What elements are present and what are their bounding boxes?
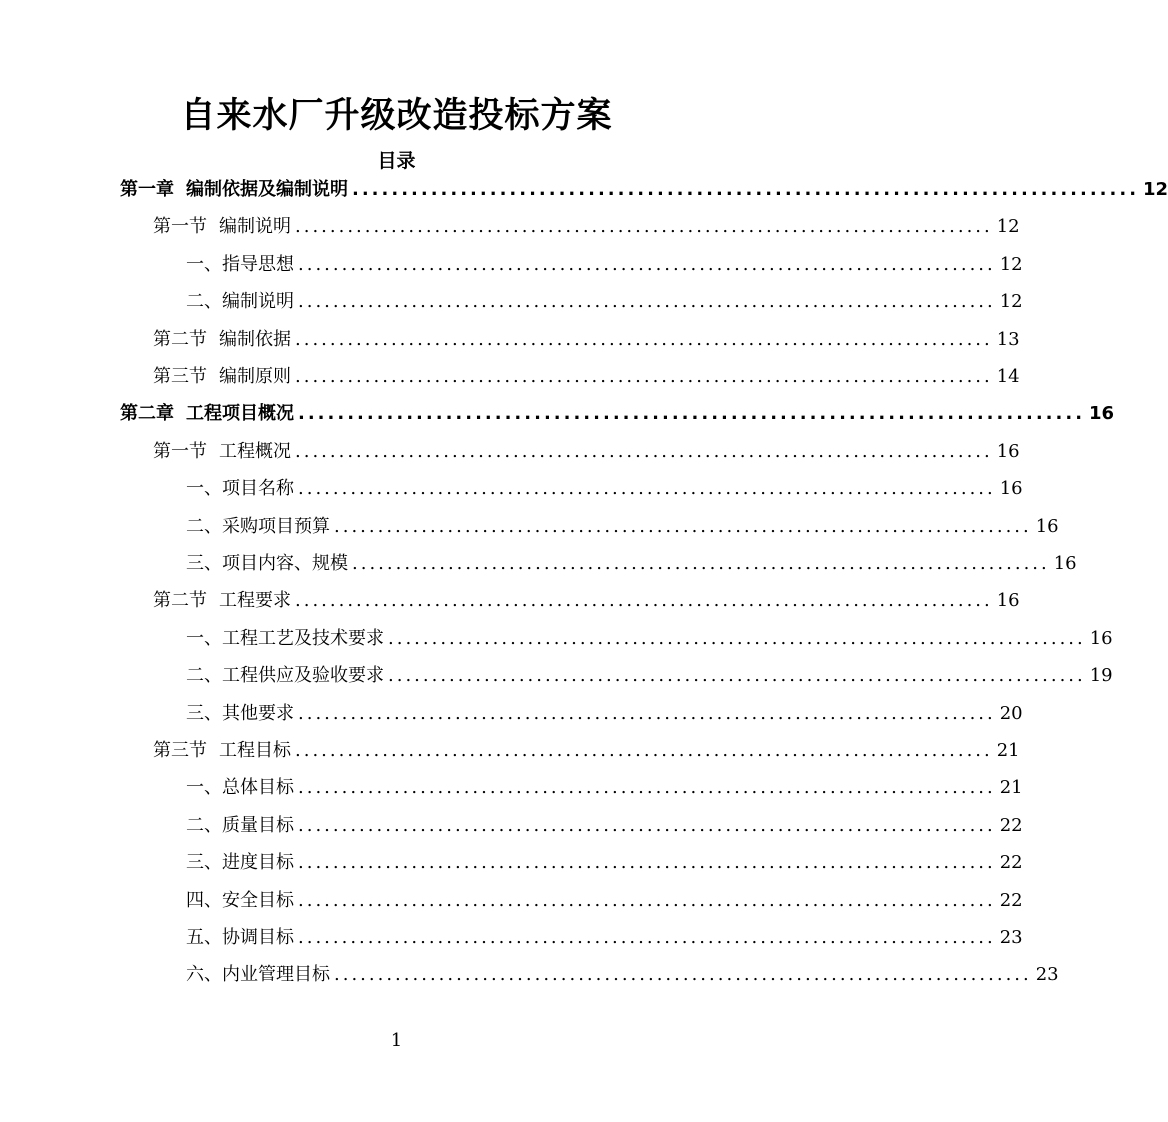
toc-entry-level-3[interactable] <box>186 848 1023 878</box>
dot-leader: ................................................................................ <box>295 366 993 387</box>
toc-entry-label: 一、项目名称 <box>186 478 294 500</box>
toc-entry-number: 第三节 <box>153 366 207 387</box>
toc-entry-label: 二、工程供应及验收要求 <box>186 665 384 687</box>
toc-entry-level-3[interactable] <box>186 512 1059 542</box>
toc-entry-page: 12 <box>996 216 1020 238</box>
toc-entry-label: 一、指导思想 <box>186 253 294 275</box>
toc-entry-number: 第三节 <box>153 740 207 761</box>
toc-entry-page: 21 <box>999 777 1023 799</box>
toc-entry-level-3[interactable] <box>186 250 1023 280</box>
toc-entry-page: 16 <box>996 590 1020 612</box>
toc-entry-level-3[interactable] <box>186 960 1059 990</box>
dot-leader: ................................................................................ <box>388 665 1086 687</box>
toc-entry-level-2[interactable] <box>153 437 1020 467</box>
toc-entry-number: 第一节 <box>153 440 207 462</box>
toc-entry-number: 第二节 <box>153 590 207 612</box>
toc-entry-page: 12 <box>999 253 1023 275</box>
toc-entry-label: 六、内业管理目标 <box>186 964 330 986</box>
toc-entry-label: 工程目标 <box>219 740 291 761</box>
dot-leader: ................................................................................ <box>295 440 993 462</box>
dot-leader: ................................................................................ <box>295 328 993 350</box>
toc-entry-level-3[interactable] <box>186 624 1113 654</box>
document-title: 自来水厂升级改造投标方案 <box>180 96 613 136</box>
dot-leader: ................................................................................ <box>298 253 996 275</box>
toc-entry-label: 三、进度目标 <box>186 852 294 874</box>
toc-entry-level-3[interactable] <box>186 923 1023 953</box>
dot-leader: ................................................................................ <box>334 515 1032 537</box>
toc-entry-page: 22 <box>999 814 1023 836</box>
toc-entry-label: 一、总体目标 <box>186 777 294 799</box>
dot-leader: ................................................................................ <box>388 627 1086 649</box>
toc-entry-page: 16 <box>1089 627 1113 649</box>
toc-entry-label: 编制说明 <box>219 216 291 238</box>
toc-entry-page: 16 <box>1053 553 1077 574</box>
toc-entry-label: 工程项目概况 <box>186 403 294 425</box>
toc-entry-level-1[interactable] <box>120 399 1115 429</box>
dot-leader: ................................................................................ <box>298 777 996 799</box>
toc-entry-page: 16 <box>1089 403 1115 425</box>
toc-entry-page: 16 <box>996 440 1020 462</box>
toc-entry-page: 20 <box>999 702 1023 724</box>
toc-entry-page: 12 <box>999 291 1023 313</box>
toc-entry-level-2[interactable] <box>153 736 1020 766</box>
toc-entry-level-3[interactable] <box>186 549 1077 579</box>
toc-entry-level-3[interactable] <box>186 661 1113 691</box>
dot-leader: ................................................................................ <box>295 590 993 612</box>
dot-leader: ................................................................................ <box>352 179 1140 200</box>
toc-entry-page: 22 <box>999 852 1023 874</box>
toc-entry-label: 编制依据及编制说明 <box>186 179 348 200</box>
toc-entry-label: 二、编制说明 <box>186 291 294 313</box>
toc-entry-level-3[interactable] <box>186 287 1023 317</box>
toc-entry-level-3[interactable] <box>186 474 1023 504</box>
dot-leader: ................................................................................ <box>298 927 996 948</box>
toc-entry-level-3[interactable] <box>186 886 1023 916</box>
dot-leader: ................................................................................ <box>295 740 993 761</box>
toc-entry-label: 四、安全目标 <box>186 889 294 911</box>
toc-entry-label: 五、协调目标 <box>186 927 294 948</box>
toc-entry-page: 16 <box>999 478 1023 500</box>
toc-heading: 目录 <box>377 150 416 172</box>
toc-entry-label: 编制依据 <box>219 328 291 350</box>
toc-entry-label: 工程要求 <box>219 590 291 612</box>
toc-entry-page: 13 <box>996 328 1020 350</box>
toc-entry-level-2[interactable] <box>153 362 1020 392</box>
toc-entry-label: 三、项目内容、规模 <box>186 553 348 574</box>
toc-entry-page: 14 <box>996 366 1020 387</box>
toc-entry-page: 23 <box>999 927 1023 948</box>
toc-entry-level-2[interactable] <box>153 586 1020 616</box>
toc-entry-level-3[interactable] <box>186 773 1023 803</box>
dot-leader: ................................................................................ <box>295 216 993 238</box>
toc-entry-number: 第一节 <box>153 216 207 238</box>
dot-leader: ................................................................................ <box>352 553 1050 574</box>
toc-entry-page: 21 <box>996 740 1020 761</box>
page-number: 1 <box>390 1030 403 1051</box>
dot-leader: ................................................................................ <box>298 814 996 836</box>
toc-entry-page: 12 <box>1143 179 1168 200</box>
dot-leader: ................................................................................ <box>298 852 996 874</box>
toc-entry-label: 工程概况 <box>219 440 291 462</box>
toc-entry-label: 一、工程工艺及技术要求 <box>186 627 384 649</box>
toc-entry-page: 19 <box>1089 665 1113 687</box>
toc-entry-label: 三、其他要求 <box>186 702 294 724</box>
toc-entry-level-2[interactable] <box>153 325 1020 355</box>
dot-leader: ................................................................................ <box>334 964 1032 986</box>
toc-entry-page: 16 <box>1035 515 1059 537</box>
dot-leader: ................................................................................ <box>298 478 996 500</box>
toc-entry-label: 二、采购项目预算 <box>186 515 330 537</box>
toc-entry-level-3[interactable] <box>186 811 1023 841</box>
toc-entry-label: 编制原则 <box>219 366 291 387</box>
toc-entry-number: 第二节 <box>153 328 207 350</box>
dot-leader: ................................................................................ <box>298 889 996 911</box>
toc-entry-label: 二、质量目标 <box>186 814 294 836</box>
dot-leader: ................................................................................ <box>298 403 1086 425</box>
dot-leader: ................................................................................ <box>298 291 996 313</box>
toc-entry-level-3[interactable] <box>186 699 1023 729</box>
toc-entry-number: 第二章 <box>120 403 174 425</box>
toc-entry-page: 22 <box>999 889 1023 911</box>
toc-entry-number: 第一章 <box>120 179 174 200</box>
toc-entry-page: 23 <box>1035 964 1059 986</box>
toc-entry-level-2[interactable] <box>153 212 1020 242</box>
dot-leader: ................................................................................ <box>298 702 996 724</box>
toc-entry-level-1[interactable] <box>120 175 1168 205</box>
